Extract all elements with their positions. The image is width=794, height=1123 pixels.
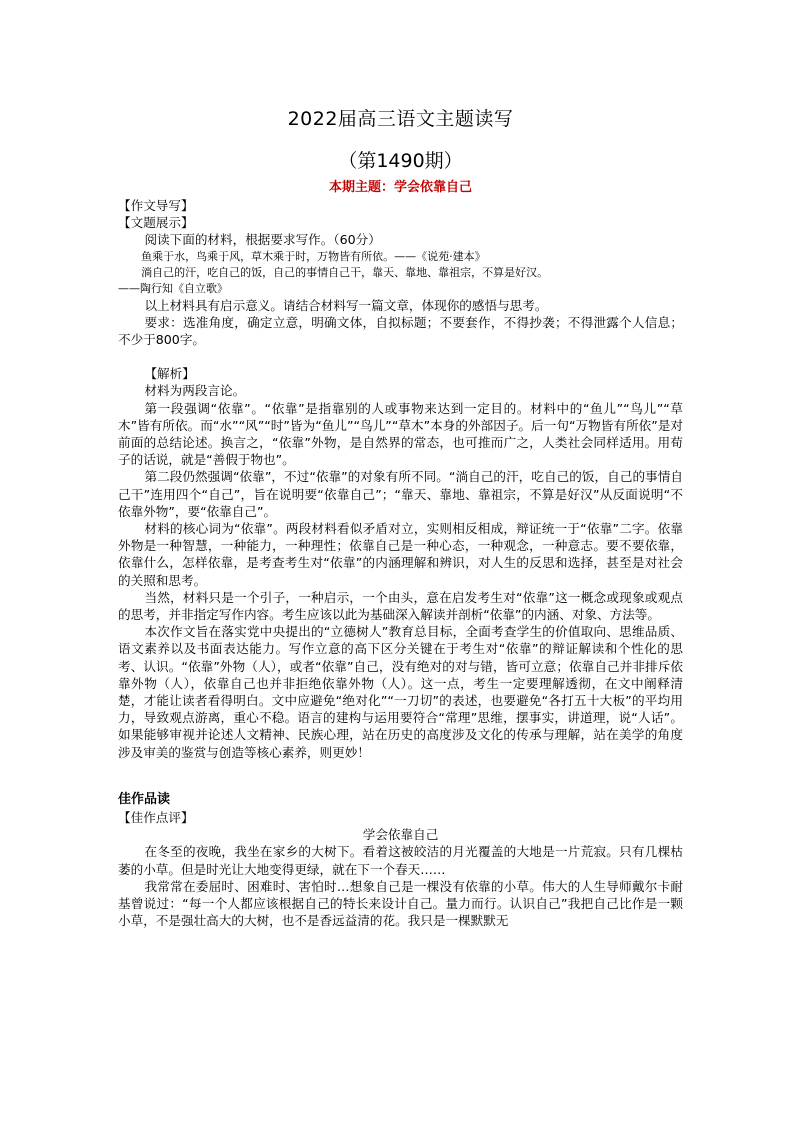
prompt-intro: 阅读下面的材料，根据要求写作。（60分） (144, 232, 381, 248)
prompt-heading: 【文题展示】 (118, 215, 194, 231)
guide-heading: 【作文导写】 (118, 198, 194, 213)
document-title: 2022届高三语文主题读写 (287, 108, 514, 130)
issue-theme: 本期主题：学会依靠自己 (328, 180, 472, 195)
essay-title: 学会依靠自己 (362, 827, 439, 843)
quote-2: 淌自己的汗，吃自己的饭，自己的事情自己干，靠天、靠地、靠祖宗，不算是好汉。 (141, 265, 549, 279)
review-heading: 【佳作点评】 (118, 809, 194, 825)
analysis-paragraph: 第二段仍然强调“依靠”，不过“依靠”的对象有所不同。“淌自己的汗，吃自己的饭，自己的事情自己干”连用四个“自己”，旨在说明要“依靠自己”；“靠天、靠地、靠祖宗，不算是好汉”从反面说明“不依靠外物”，要“依靠自己”。 (118, 469, 683, 519)
analysis-paragraph: 当然，材料只是一个引子，一种启示，一个由头，意在启发考生对“依靠”这一概念或现象或观点的思考，并非指定写作内容。考生应该以此为基础深入解读并剖析“依靠”的内涵、对象、方法等。 (118, 589, 683, 623)
quote-1: 鱼乘于水，鸟乘于风，草木乘于时，万物皆有所依。——《说苑·建本》 (141, 249, 486, 263)
essay-paragraph: 我常常在委屈时、困难时、害怕时…想象自己是一棵没有依靠的小草。伟大的人生导师戴尔卡耐基曾说过：“每一个人都应该根据自己的特长来设计自己。量力而行。认识自己”我把自己比作是一颗小草，不是强壮高大的大树，也不是香远益清的花。我只是一棵默默无 (118, 878, 683, 929)
analysis-heading: 【解析】 (144, 366, 195, 382)
analysis-paragraph: 第一段强调“依靠”。“依靠”是指靠别的人或事物来达到一定目的。材料中的“鱼儿”“鸟儿”“草木”皆有所依。而“水”“风”“时”皆为“鱼儿”“鸟儿”“草木”本身的外部因子。后一句“万物皆有所依”是对前面的总结论述。换言之，“依靠”外物，是自然界的常态，也可推而广之，人类社会同样适用。用荀子的话说，就是“善假于物也”。 (118, 400, 683, 468)
analysis-paragraph: 材料为两段言论。 (144, 383, 246, 399)
analysis-paragraph: 本次作文旨在落实党中央提出的“立德树人”教育总目标，全面考查学生的价值取向、思维品质、语文素养以及书面表达能力。写作立意的高下区分关键在于考生对“依靠”的辩证解读和个性化的思考、认识。“依靠”外物（人），或者“依靠”自己，没有绝对的对与错，皆可立意；依靠自己并非排斥依靠外物（人），依靠自己也并非拒绝依靠外物（人）。这一点，考生一定要理解透彻，在文中阐释清楚，才能让读者看得明白。文中应避免“绝对化”“一刀切”的表述，也要避免“各打五十大板”的平均用力，导致观点游离，重心不稳。语言的建构与运用要符合“常理”思维，摆事实，讲道理，说“人话”。如果能够审视并论述人文精神、民族心理，站在历史的高度涉及文化的传承与理解，站在美学的角度涉及审美的鉴赏与创造等核心素养，则更妙！ (118, 624, 683, 760)
document-content (118, 100, 683, 929)
essay-paragraph: 在冬至的夜晚，我坐在家乡的大树下。看着这被皎洁的月光覆盖的大地是一片荒寂。只有几棵枯萎的小草。但是时光让大地变得更绿，就在下一个春天…… (118, 844, 683, 877)
quote-2-source: ——陶行知《自立歌》 (118, 281, 228, 295)
prompt-task: 以上材料具有启示意义。请结合材料写一篇文章，体现你的感悟与思考。 (144, 297, 548, 313)
reading-heading: 佳作品读 (118, 791, 171, 807)
analysis-paragraph: 材料的核心词为“依靠”。两段材料看似矛盾对立，实则相反相成，辩证统一于“依靠”二字。依靠外物是一种智慧，一种能力，一种理性；依靠自己是一种心态，一种观念，一种意志。要不要依靠，依靠什么，怎样依靠，是考查考生对“依靠”的内涵理解和辨识，对人生的反思和选择，甚至是对社会的关照和思考。 (118, 521, 683, 588)
issue-number: （第1490期） (338, 150, 463, 172)
prompt-requirement: 要求：选准角度，确定立意，明确文体，自拟标题；不要套作，不得抄袭；不得泄露个人信息；不少于800字。 (118, 314, 683, 348)
